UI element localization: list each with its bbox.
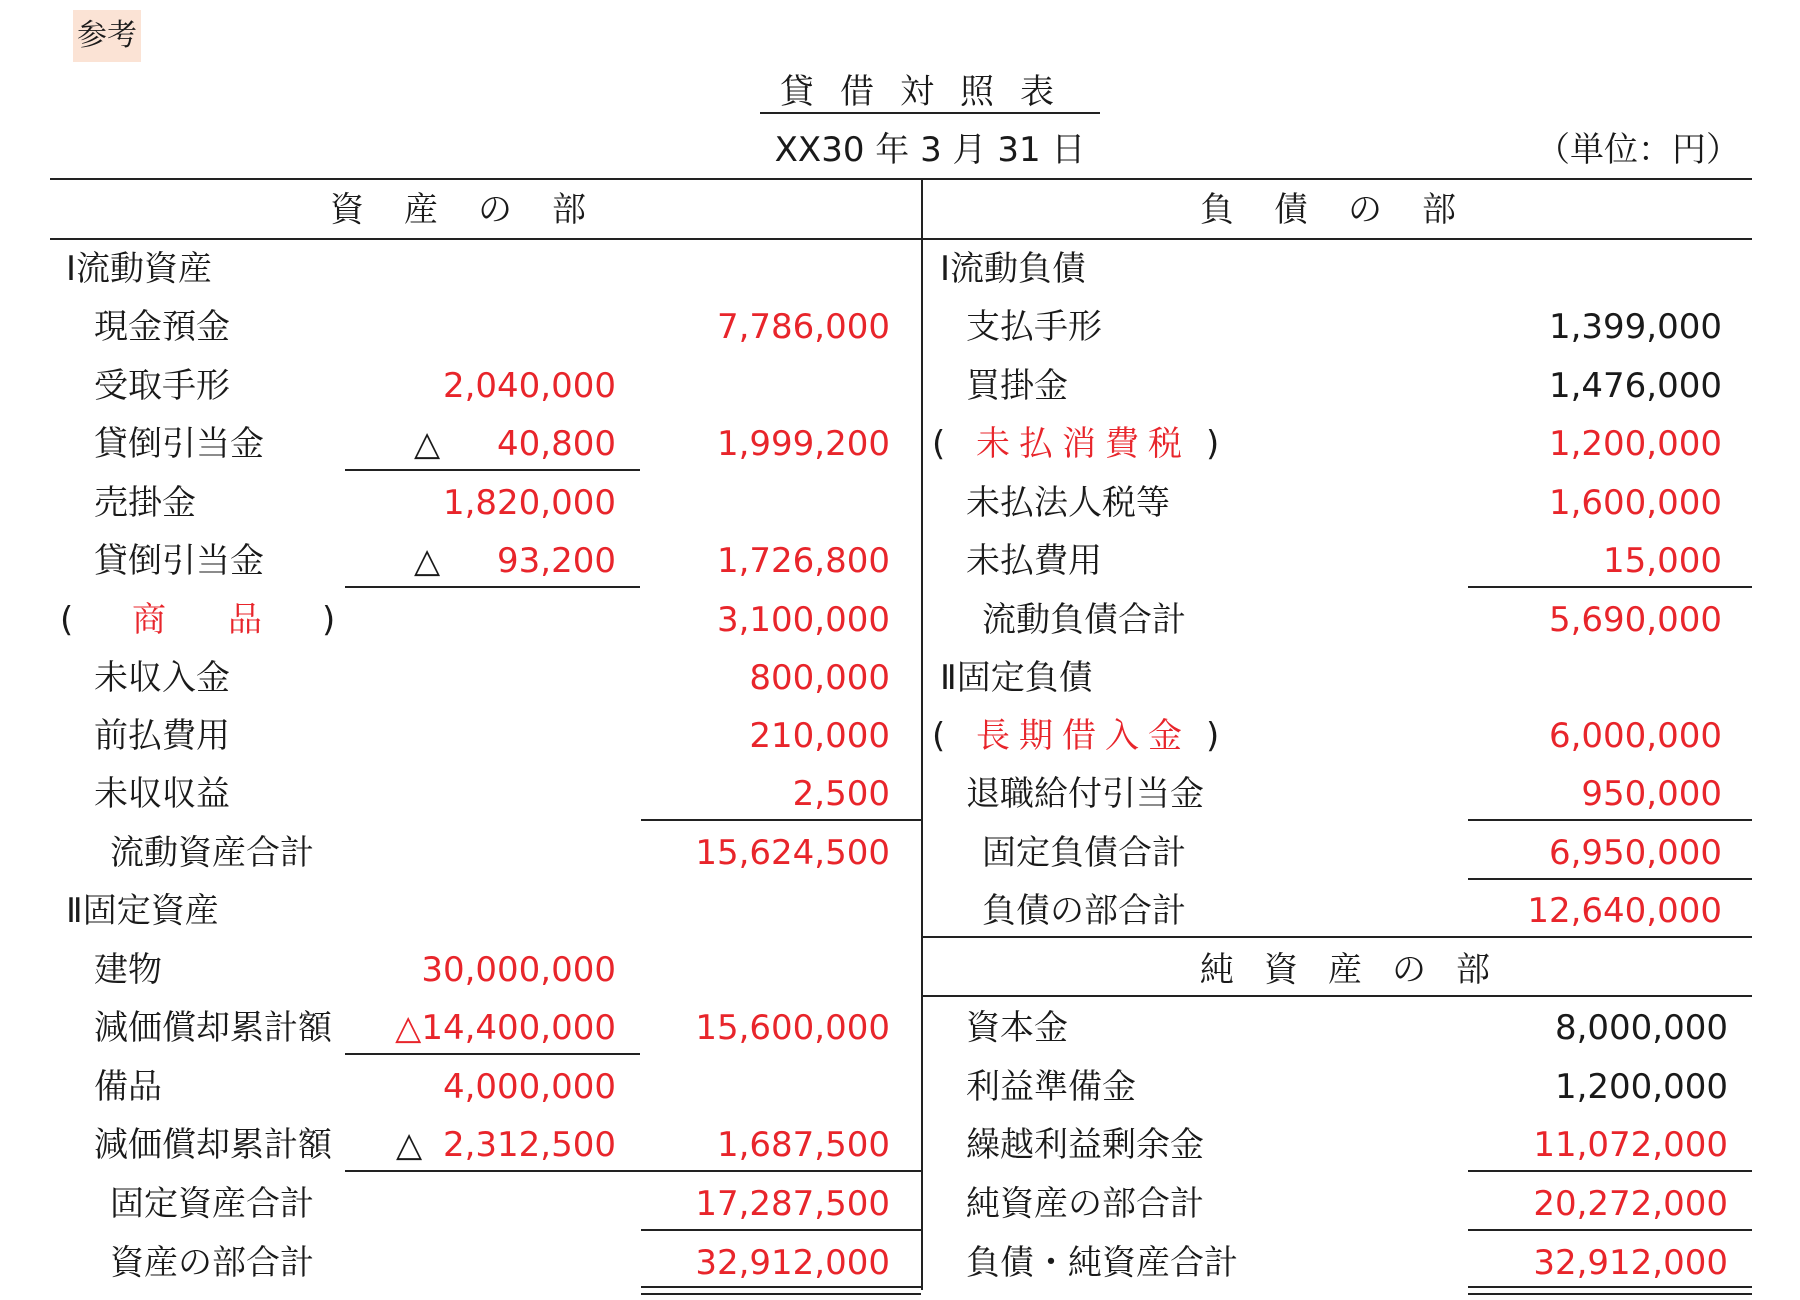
subtotal-line bbox=[1468, 819, 1752, 821]
header-bottom-border bbox=[50, 238, 1752, 240]
paren-close: ) bbox=[1206, 424, 1220, 464]
paren-close: ) bbox=[322, 600, 336, 640]
total-equity-amount: 20,272,000 bbox=[1533, 1184, 1728, 1224]
retirement-allowance-label: 退職給付引当金 bbox=[966, 774, 1204, 814]
current-assets-heading: Ⅰ流動資産 bbox=[66, 249, 213, 289]
notes-payable-label: 支払手形 bbox=[966, 307, 1102, 347]
current-liabilities-total: 5,690,000 bbox=[1548, 600, 1722, 640]
subtotal-line bbox=[641, 819, 921, 821]
fixed-assets-total: 17,287,500 bbox=[695, 1184, 890, 1224]
balance-sheet-date: XX30 年 3 月 31 日 bbox=[774, 130, 1086, 170]
notes-receivable-label: 受取手形 bbox=[94, 366, 230, 406]
retirement-allowance-amount: 950,000 bbox=[1581, 774, 1722, 814]
allowance-notes-label: 貸倒引当金 bbox=[94, 424, 264, 464]
dep-building-amount: △14,400,000 bbox=[395, 1008, 616, 1048]
cash-amount: 7,786,000 bbox=[716, 307, 890, 347]
subtotal-line bbox=[345, 469, 640, 471]
equipment-amount: 4,000,000 bbox=[442, 1067, 616, 1107]
subtotal-line bbox=[641, 1229, 921, 1231]
triangle-icon: △ bbox=[396, 1125, 423, 1165]
building-net-amount: 15,600,000 bbox=[695, 1008, 890, 1048]
fixed-liabilities-heading: Ⅱ固定負債 bbox=[940, 658, 1093, 698]
long-term-debt-label: 長期借入金 bbox=[976, 716, 1191, 756]
paren-open: ( bbox=[932, 424, 946, 464]
total-assets-amount: 32,912,000 bbox=[695, 1243, 890, 1283]
document-title: 貸借対照表 bbox=[780, 72, 1080, 112]
subtotal-line bbox=[1468, 586, 1752, 588]
dep-building-label: 減価償却累計額 bbox=[94, 1008, 332, 1048]
current-liabilities-heading: Ⅰ流動負債 bbox=[940, 249, 1087, 289]
legal-reserve-amount: 1,200,000 bbox=[1554, 1067, 1728, 1107]
double-underline bbox=[1468, 1286, 1752, 1295]
allowance-ar-label: 貸倒引当金 bbox=[94, 541, 264, 581]
paren-open: ( bbox=[932, 716, 946, 756]
total-liabilities-amount: 12,640,000 bbox=[1527, 891, 1722, 931]
other-receivables-label: 未収入金 bbox=[94, 658, 230, 698]
current-liabilities-total-label: 流動負債合計 bbox=[982, 600, 1186, 640]
assets-section-header: 資産の部 bbox=[330, 190, 626, 230]
fixed-assets-total-label: 固定資産合計 bbox=[110, 1184, 314, 1224]
unit-label: （単位：円） bbox=[1536, 130, 1740, 170]
accounts-receivable-label: 売掛金 bbox=[94, 483, 196, 523]
accounts-receivable-amount: 1,820,000 bbox=[442, 483, 616, 523]
center-divider bbox=[921, 178, 923, 1290]
retained-earnings-label: 繰越利益剰余金 bbox=[966, 1125, 1204, 1165]
reference-badge: 参考 bbox=[73, 10, 141, 62]
retained-earnings-amount: 11,072,000 bbox=[1533, 1125, 1728, 1165]
equipment-net-amount: 1,687,500 bbox=[716, 1125, 890, 1165]
consumption-tax-payable-label: 未払消費税 bbox=[976, 424, 1191, 464]
triangle-icon: △ bbox=[414, 541, 441, 581]
legal-reserve-label: 利益準備金 bbox=[966, 1067, 1136, 1107]
subtotal-line bbox=[345, 1053, 640, 1055]
dep-equipment-label: 減価償却累計額 bbox=[94, 1125, 332, 1165]
accrued-expenses-amount: 15,000 bbox=[1603, 541, 1722, 581]
subtotal-line bbox=[1468, 1229, 1752, 1231]
notes-net-amount: 1,999,200 bbox=[716, 424, 890, 464]
other-receivables-amount: 800,000 bbox=[749, 658, 890, 698]
total-assets-label: 資産の部合計 bbox=[110, 1243, 314, 1283]
notes-payable-amount: 1,399,000 bbox=[1548, 307, 1722, 347]
equipment-label: 備品 bbox=[94, 1067, 162, 1107]
fixed-liabilities-total: 6,950,000 bbox=[1548, 833, 1722, 873]
subtotal-line bbox=[345, 1170, 921, 1172]
allowance-ar-amount: 93,200 bbox=[497, 541, 616, 581]
notes-receivable-amount: 2,040,000 bbox=[442, 366, 616, 406]
building-label: 建物 bbox=[94, 950, 162, 990]
accounts-payable-label: 買掛金 bbox=[966, 366, 1068, 406]
income-tax-payable-amount: 1,600,000 bbox=[1548, 483, 1722, 523]
paren-close: ) bbox=[1206, 716, 1220, 756]
fixed-assets-heading: Ⅱ固定資産 bbox=[66, 891, 219, 931]
current-assets-total: 15,624,500 bbox=[695, 833, 890, 873]
section-divider bbox=[921, 995, 1752, 997]
ar-net-amount: 1,726,800 bbox=[716, 541, 890, 581]
long-term-debt-amount: 6,000,000 bbox=[1548, 716, 1722, 756]
merchandise-amount: 3,100,000 bbox=[716, 600, 890, 640]
title-underline bbox=[760, 112, 1100, 114]
income-tax-payable-label: 未払法人税等 bbox=[966, 483, 1170, 523]
capital-stock-amount: 8,000,000 bbox=[1554, 1008, 1728, 1048]
total-equity-label: 純資産の部合計 bbox=[966, 1184, 1204, 1224]
accrued-revenue-amount: 2,500 bbox=[792, 774, 890, 814]
accounts-payable-amount: 1,476,000 bbox=[1548, 366, 1722, 406]
capital-stock-label: 資本金 bbox=[966, 1008, 1068, 1048]
double-underline bbox=[641, 1286, 921, 1295]
section-divider bbox=[921, 936, 1752, 938]
paren-open: ( bbox=[60, 600, 74, 640]
dep-equipment-amount: 2,312,500 bbox=[442, 1125, 616, 1165]
prepaid-expenses-label: 前払費用 bbox=[94, 716, 230, 756]
cash-label: 現金預金 bbox=[94, 307, 230, 347]
accrued-expenses-label: 未払費用 bbox=[966, 541, 1102, 581]
table-top-border bbox=[50, 178, 1752, 180]
total-liabilities-equity-label: 負債・純資産合計 bbox=[966, 1243, 1238, 1283]
total-liabilities-label: 負債の部合計 bbox=[982, 891, 1186, 931]
subtotal-line bbox=[345, 586, 640, 588]
current-assets-total-label: 流動資産合計 bbox=[110, 833, 314, 873]
triangle-icon: △ bbox=[414, 424, 441, 464]
allowance-notes-amount: 40,800 bbox=[497, 424, 616, 464]
subtotal-line bbox=[1468, 878, 1752, 880]
subtotal-line bbox=[1468, 1170, 1752, 1172]
merchandise-label: 商品 bbox=[132, 600, 324, 640]
total-liabilities-equity-amount: 32,912,000 bbox=[1533, 1243, 1728, 1283]
accrued-revenue-label: 未収収益 bbox=[94, 774, 230, 814]
equity-section-header: 純資産の部 bbox=[1200, 950, 1520, 990]
consumption-tax-payable-amount: 1,200,000 bbox=[1548, 424, 1722, 464]
fixed-liabilities-total-label: 固定負債合計 bbox=[982, 833, 1186, 873]
liabilities-section-header: 負債の部 bbox=[1200, 190, 1496, 230]
building-amount: 30,000,000 bbox=[421, 950, 616, 990]
prepaid-expenses-amount: 210,000 bbox=[749, 716, 890, 756]
